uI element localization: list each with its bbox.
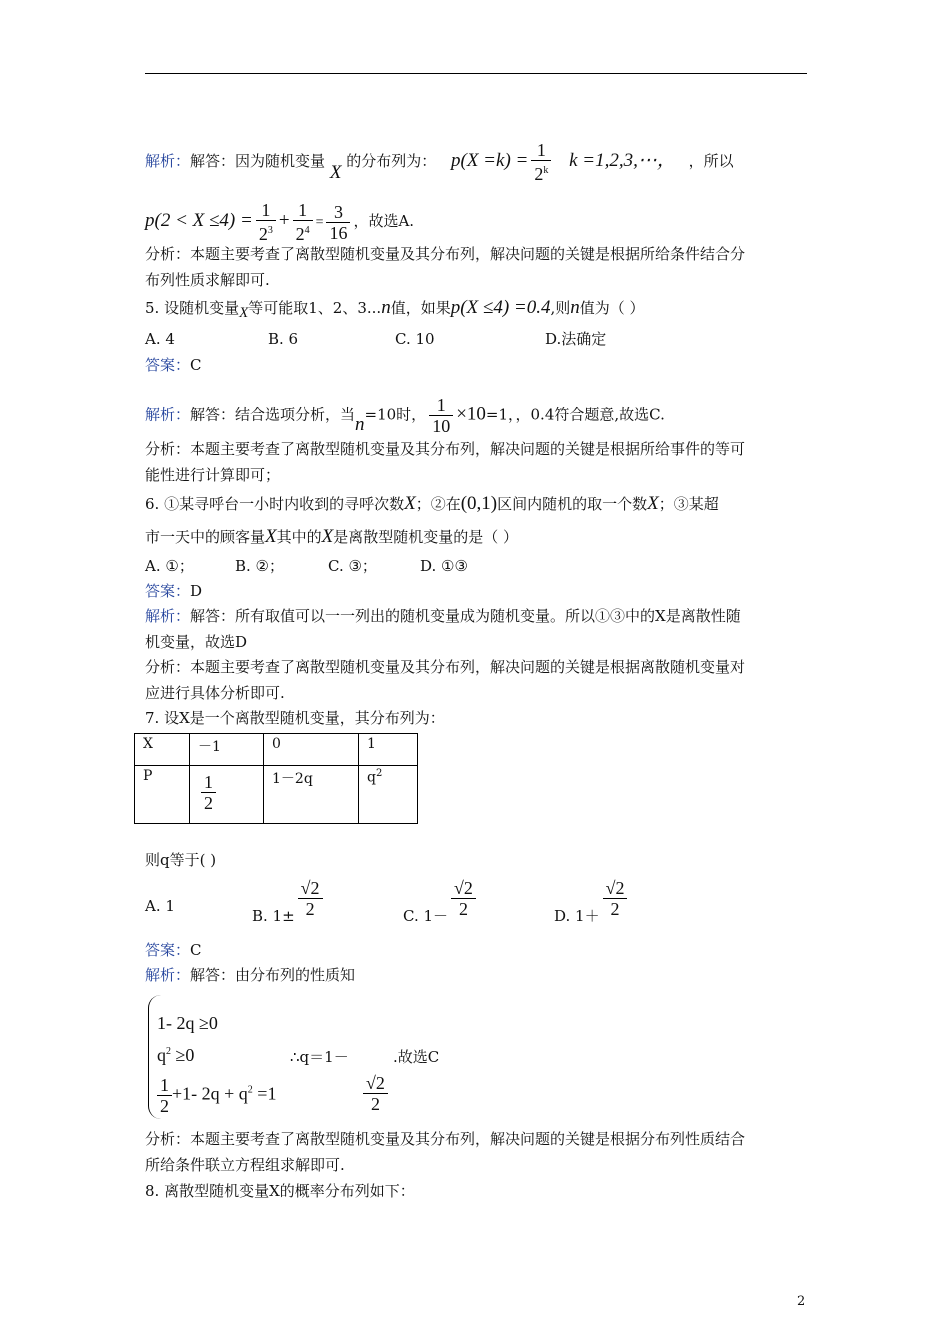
option-d: D.法确定	[545, 330, 607, 348]
sqrt-fraction: $\frac{√2}{2}$	[603, 878, 628, 919]
fraction: $\frac{1}{2^4}$	[293, 200, 313, 244]
option-b: B. ②；	[235, 557, 285, 575]
q6-stem-line1: 6. ①某寻呼台一小时内收到的寻呼次数X；②在(0,1)区间内随机的取一个数X；③某超	[145, 493, 719, 514]
analysis-line: 分析：本题主要考查了离散型随机变量及其分布列，解决问题的关键是根据所给条件结合分	[145, 245, 746, 263]
page-number: 2	[797, 1294, 806, 1309]
q6-solution: 解析：解答：所有取值可以一一列出的随机变量成为随机变量。所以①③中的X是离散性随	[145, 607, 741, 625]
interval: (0,1)	[460, 493, 498, 514]
calc-expression: p(2 < X ≤4) =	[145, 210, 253, 231]
q7-stem: 7. 设X是一个离散型随机变量，其分布列为：	[145, 709, 445, 727]
result-fraction: $\frac{√2}{2}$	[360, 1073, 391, 1114]
sqrt-fraction: $\frac{√2}{2}$	[451, 878, 476, 919]
option-d: D. ①③	[420, 557, 468, 575]
q5-solution: 解析：解答：结合选项分析，当n=10时， $\frac{1}{10}$ ×10=1，，0.4符合题意,故选C.	[145, 395, 665, 436]
table-cell: P	[135, 766, 190, 824]
analysis-line: 分析：本题主要考查了离散型随机变量及其分布列，解决问题的关键是根据所给事件的等可	[145, 440, 746, 458]
table-row	[135, 766, 418, 824]
option-a: A. 1	[145, 897, 175, 915]
solution-label: 解析：	[145, 152, 191, 170]
analysis-line: 应进行具体分析即可.	[145, 684, 285, 702]
var-x: X	[265, 526, 277, 547]
fraction: $\frac{3}{16}$	[326, 202, 350, 243]
option-c: C. ③；	[328, 557, 377, 575]
conclusion: ，故选A.	[353, 212, 415, 230]
fraction: $\frac{1}{2}$	[201, 772, 216, 813]
q6-solution-cont: 机变量，故选D	[145, 633, 248, 651]
fraction: $\frac{1}{10}$	[429, 395, 453, 436]
probability-expression: p(X ≤4) =0.4	[450, 297, 551, 318]
q7-answer: 答案：C	[145, 941, 202, 959]
k-range: k =1,2,3,⋯，	[569, 150, 676, 171]
table-cell: X	[135, 734, 190, 766]
q5-stem: 5. 设随机变量X等可能取1、2、3...n值，如果p(X ≤4) =0.4,则n值为（ ）	[145, 297, 645, 321]
option-a: A. ①；	[145, 557, 194, 575]
q6-stem-line2: 市一天中的顾客量X其中的X是离散型随机变量的是（ ）	[145, 526, 519, 547]
q5-answer: 答案：C	[145, 356, 202, 374]
table-cell: $q^2$	[359, 766, 418, 824]
q8-stem: 8. 离散型随机变量X的概率分布列如下：	[145, 1182, 415, 1200]
analysis-line: 布列性质求解即可.	[145, 271, 270, 289]
var-n: n	[381, 297, 391, 318]
fraction: $\frac{1}{2}$	[157, 1075, 172, 1116]
table-cell: 1－2q	[264, 766, 359, 824]
var-n: n	[570, 297, 580, 318]
analysis-line: 分析：本题主要考查了离散型随机变量及其分布列，解决问题的关键是根据分布列性质结合	[145, 1130, 746, 1148]
table-cell: 0	[264, 734, 359, 766]
solution-text: 的分布列为：	[346, 152, 437, 170]
table-cell: 1	[359, 734, 418, 766]
var-x: X	[321, 526, 334, 547]
var-x: X	[329, 162, 342, 183]
var-n: n	[355, 413, 365, 435]
var-x: X	[404, 493, 416, 514]
table-cell: －1	[190, 734, 264, 766]
q4-calc-line	[145, 200, 414, 244]
table-row	[135, 734, 418, 766]
option-b: B. 6	[268, 330, 299, 348]
distribution-table	[134, 733, 418, 824]
solution-text: ，所以	[688, 152, 734, 170]
plus-sign: +	[278, 210, 290, 231]
system-eq-1: 1- 2q ≥0	[157, 1013, 218, 1033]
system-eq-3: $\frac{1}{2}$ +1- $2q + q^2 =1$	[157, 1075, 276, 1116]
header-rule	[145, 73, 807, 74]
analysis-line: 分析：本题主要考查了离散型随机变量及其分布列，解决问题的关键是根据离散随机变量对	[145, 658, 746, 676]
times-expression: ×10	[456, 403, 486, 425]
therefore-text: ∴q＝1－	[290, 1048, 349, 1066]
system-eq-2: $q^2 \ge 0$	[157, 1045, 195, 1065]
equals-sign: =	[315, 215, 324, 230]
q6-answer: 答案：D	[145, 582, 203, 600]
q7-question: 则q等于( )	[145, 851, 217, 869]
option-c: C. 10	[395, 330, 435, 348]
solution-text: 解答：因为随机变量	[190, 152, 326, 170]
analysis-line: 所给条件联立方程组求解即可.	[145, 1156, 345, 1174]
pmf-expression: p(X =k) =	[451, 150, 529, 171]
pmf-fraction: $\frac{1}{2^k}$	[531, 140, 551, 184]
option-c: C. 1－ $\frac{√2}{2}$	[403, 878, 479, 919]
var-x: X	[239, 305, 249, 321]
var-x: X	[647, 493, 659, 514]
option-a: A. 4	[145, 330, 175, 348]
q7-solution: 解析：解答：由分布列的性质知	[145, 966, 356, 984]
fraction: $\frac{1}{2^3}$	[256, 200, 276, 244]
sqrt-fraction: $\frac{√2}{2}$	[298, 878, 323, 919]
analysis-line: 能性进行计算即可；	[145, 466, 281, 484]
q4-solution-line	[145, 140, 734, 184]
conclusion-text: .故选C	[393, 1048, 440, 1066]
table-cell	[190, 766, 264, 824]
option-b: B. 1± $\frac{√2}{2}$	[252, 878, 326, 919]
option-d: D. 1＋ $\frac{√2}{2}$	[554, 878, 630, 919]
